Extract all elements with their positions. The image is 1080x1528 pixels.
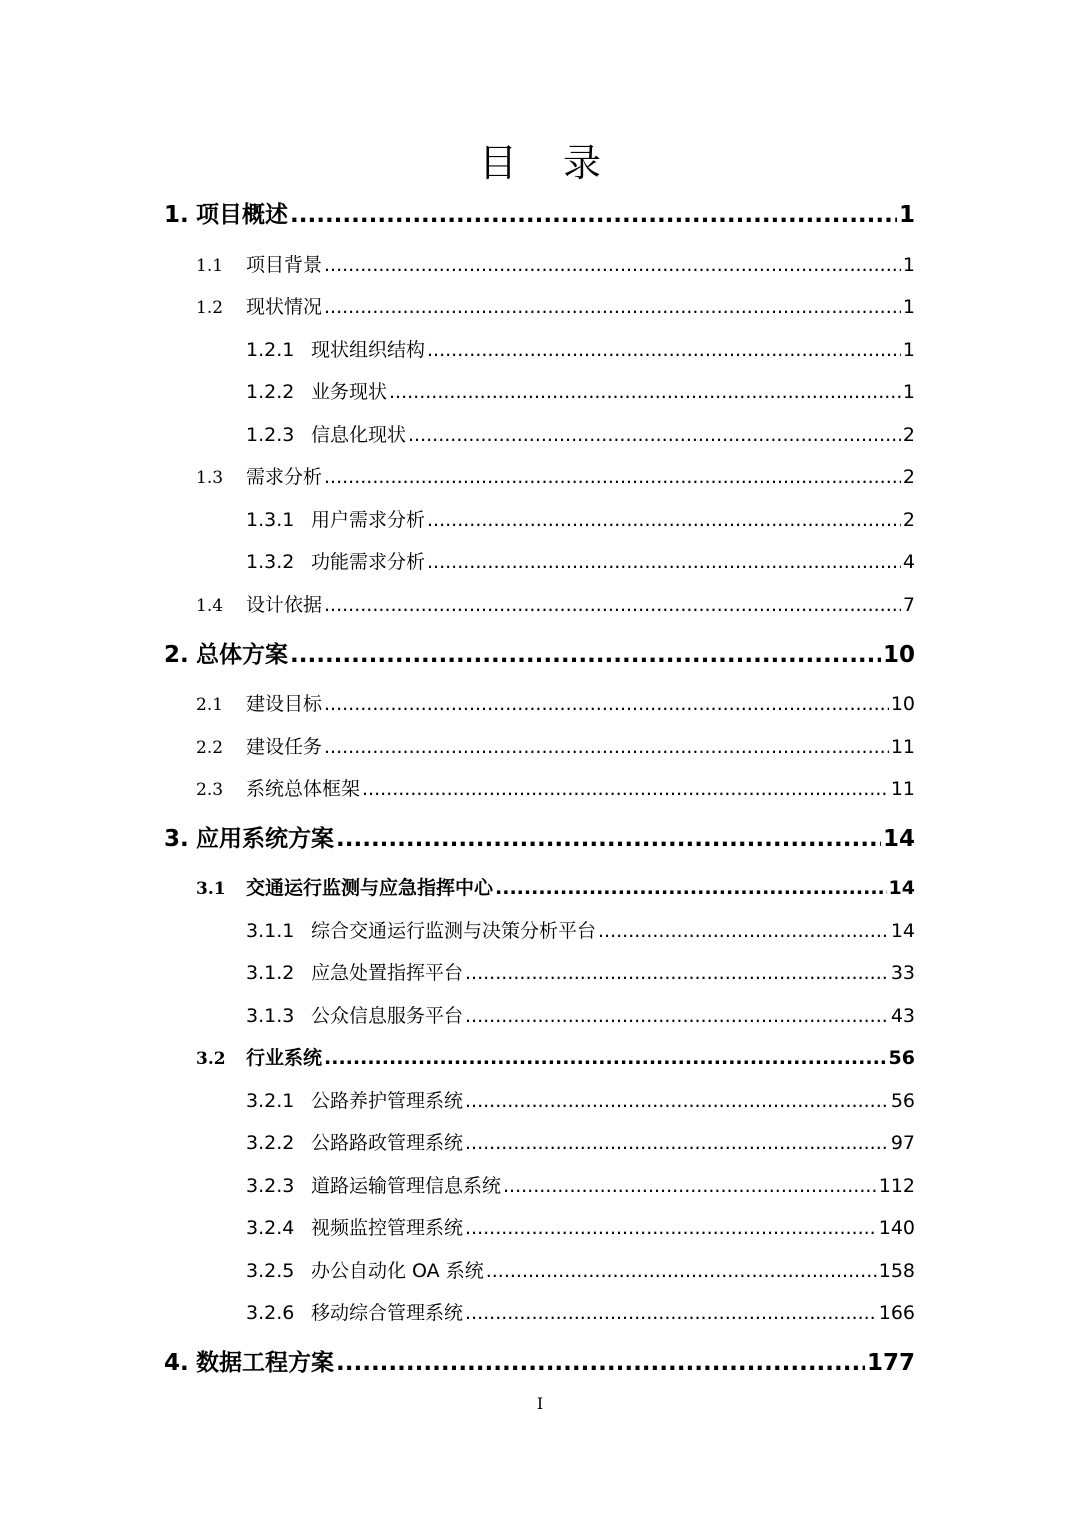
toc-entry[interactable]: 1.3.2 功能需求分析 ..... 4: [246, 553, 915, 572]
toc-entry[interactable]: 3.2.1 公路养护管理系统 ..... 56: [246, 1092, 915, 1111]
toc-entry[interactable]: 3.2.4 视频监控管理系统 ..... 140: [246, 1219, 915, 1238]
title-char: 目: [478, 141, 517, 185]
toc-entry[interactable]: 1.2.2 业务现状 ..... 1: [246, 383, 915, 402]
toc-entry[interactable]: 3.2.2 公路路政管理系统 ..... 97: [246, 1134, 915, 1153]
toc-entry[interactable]: 1.2.1 现状组织结构 ..... 1: [246, 341, 915, 360]
toc-entry[interactable]: 1.2.3 信息化现状 ..... 2: [246, 426, 915, 445]
toc-entry[interactable]: 3. 应用系统方案 ..... 14: [164, 828, 915, 851]
toc-entry[interactable]: 1.2 现状情况 ..... 1: [196, 298, 915, 317]
toc-entry[interactable]: 3.1 交通运行监测与应急指挥中心 ..... 14: [196, 879, 915, 898]
toc-entry[interactable]: 2.1 建设目标 ..... 10: [196, 695, 915, 714]
toc-entry[interactable]: 3.2.6 移动综合管理系统 ..... 166: [246, 1304, 915, 1323]
toc-entry[interactable]: 1. 项目概述 ..... 1: [164, 204, 915, 227]
toc-entry[interactable]: 3.2 行业系统 ..... 56: [196, 1049, 915, 1068]
toc-entry[interactable]: 4. 数据工程方案 ..... 177: [164, 1352, 915, 1375]
toc-entry[interactable]: 2.2 建设任务 ..... 11: [196, 738, 915, 757]
toc-entry[interactable]: 3.1.1 综合交通运行监测与决策分析平台 ..... 14: [246, 922, 915, 941]
toc-entry[interactable]: 1.1 项目背景 ..... 1: [196, 256, 915, 275]
toc-entry[interactable]: 3.1.2 应急处置指挥平台 ..... 33: [246, 964, 915, 983]
title-char: 录: [563, 141, 602, 185]
toc-entry[interactable]: 2. 总体方案 ..... 10: [164, 644, 915, 667]
toc-entry[interactable]: 1.4 设计依据 ..... 7: [196, 596, 915, 615]
toc-entry[interactable]: 3.2.3 道路运输管理信息系统 ..... 112: [246, 1177, 915, 1196]
page-title: [0, 132, 1080, 187]
toc-entry[interactable]: 1.3.1 用户需求分析 ..... 2: [246, 511, 915, 530]
toc-entry[interactable]: 3.1.3 公众信息服务平台 ..... 43: [246, 1007, 915, 1026]
page-number: I: [536, 1394, 544, 1413]
toc-entry[interactable]: 2.3 系统总体框架 ..... 11: [196, 780, 915, 799]
toc-entry[interactable]: 1.3 需求分析 ..... 2: [196, 468, 915, 487]
toc-entry[interactable]: 3.2.5 办公自动化 OA 系统 ..... 158: [246, 1262, 915, 1281]
